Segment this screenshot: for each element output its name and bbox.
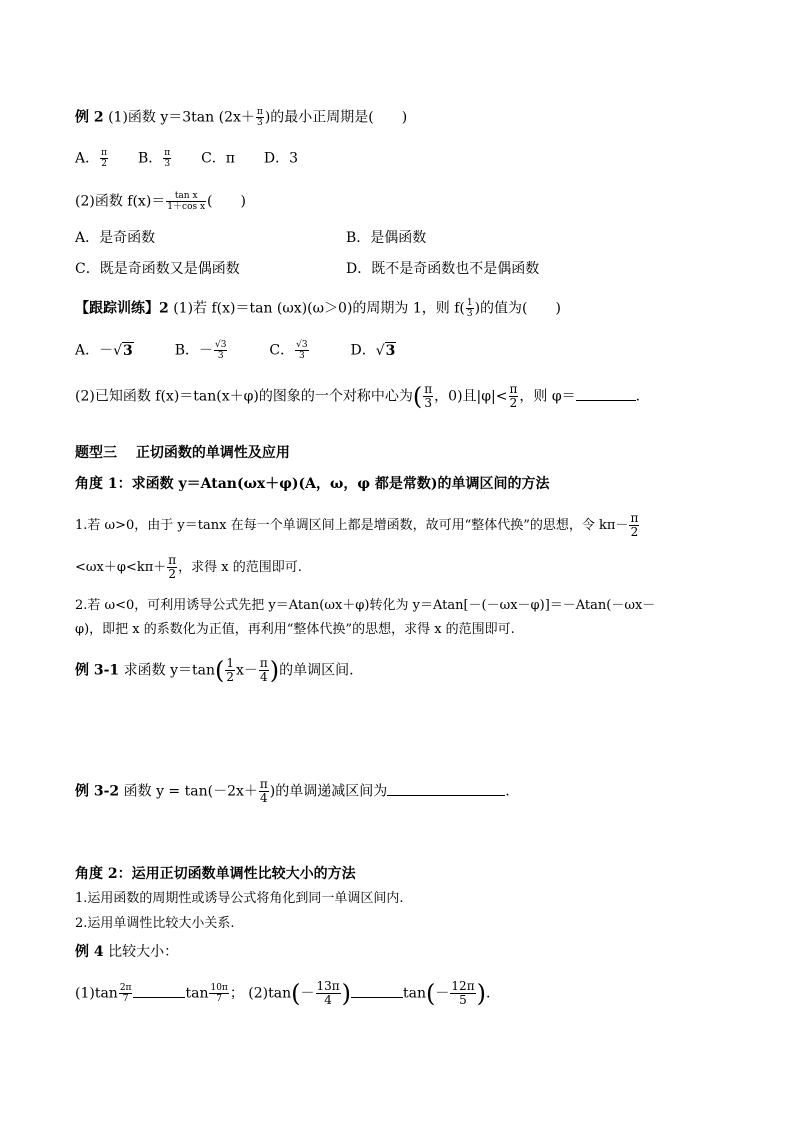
ex31: 例 3-1 求函数 y＝tan( $\frac{1}{2}$ x－ $\frac{\pi}{4}$ )的单调区间. (75, 656, 354, 685)
ex2-q2-option-d: D．既不是奇函数也不是偶函数 (346, 261, 540, 277)
ex4-compare: (1)tan $\frac{2\pi}{7}$ tan $\frac{10\pi}{7}$ ； (2)tan(－ $\frac{13\pi}{4}$ ) tan(－ $\frac{12\pi}{5}$ ). (75, 979, 491, 1008)
ex2-q1-pre: (1)函数 y＝3tan (2x＋ (108, 109, 255, 126)
type3-p2a: 2.若 ω<0，可利用诱导公式先把 y＝Atan(ωx＋φ)转化为 y＝Atan[－(－ωx－φ)]＝－Atan(－ωx－ (75, 598, 656, 613)
track-label: 【跟踪训练】2 (75, 300, 169, 317)
type3-p2b: φ)，即把 x 的系数化为正值，再利用“整体代换”的思想，求得 x 的范围即可. (75, 622, 515, 637)
track-q1-options: A．－√3 B．－ $\frac{√3}{3}$ C． $\frac{√3}{3}$ D．√3 (75, 340, 396, 361)
ex2-q1-options: A． $\frac{\pi}{2}$ B． $\frac{\pi}{3}$ C．π D．3 (75, 148, 299, 169)
ex2-q2-option-b: B．是偶函数 (346, 230, 427, 246)
ex2-q1-frac: $\frac{\pi}{3}$ (256, 107, 263, 128)
type3-p1a: 1.若 ω>0，由于 y＝tanx 在每一个单调区间上都是增函数，故可用“整体代换”的思想，令 kπ－ $\frac{\pi}{2}$ (75, 511, 639, 539)
ex2-label: 例 2 (75, 109, 104, 126)
ex4: 例 4 比较大小： (75, 944, 179, 960)
answer-blank (133, 997, 185, 998)
track-q1: 【跟踪训练】2 (1)若 f(x)＝tan (ωx)(ω＞0)的周期为 1，则 f( $\frac{1}{3}$ )的值为( ) (75, 298, 561, 319)
ex32: 例 3-2 函数 y = tan(－2x＋ $\frac{\pi}{4}$ )的单调递减区间为 . (75, 777, 510, 805)
ex2-q1 (75, 107, 407, 128)
angle2-p1: 1.运用函数的周期性或诱导公式将角化到同一单调区间内. (75, 891, 404, 906)
answer-blank (387, 795, 505, 796)
angle2-p2: 2.运用单调性比较大小关系. (75, 916, 235, 931)
ex2-q2-options-ab (75, 228, 155, 248)
type3-p1b: <ωx＋φ<kπ＋ $\frac{\pi}{2}$ ，求得 x 的范围即可. (75, 553, 302, 581)
option-d: D．3 (263, 150, 299, 167)
option-b: B． (137, 150, 163, 167)
type3-title: 题型三 正切函数的单调性及应用 (75, 445, 290, 461)
ex2-q1-post: )的最小正周期是( ) (264, 109, 408, 126)
option-a: A． (75, 150, 100, 167)
ex2-q2-option-c: C．既是奇函数又是偶函数 (75, 261, 240, 277)
ex2-q2: (2)函数 f(x)＝ $\frac{\text{tan x}}{\text{1＋cos x}}$ ( ) (75, 191, 246, 212)
type3-angle1: 角度 1：求函数 y＝Atan(ωx＋φ)(A，ω，φ 都是常数)的单调区间的方法 (75, 476, 550, 492)
answer-blank (351, 997, 403, 998)
option-c: C．π (201, 150, 235, 167)
track-q2: (2)已知函数 f(x)＝tan(x＋φ)的图象的一个对称中心为( $\frac{\pi}{3}$ ，0)且|φ|< $\frac{\pi}{2}$ ，则 φ＝ . (75, 382, 641, 411)
angle2-title: 角度 2：运用正切函数单调性比较大小的方法 (75, 866, 356, 882)
option-a: A．是奇函数 (75, 230, 156, 246)
answer-blank (576, 400, 636, 401)
